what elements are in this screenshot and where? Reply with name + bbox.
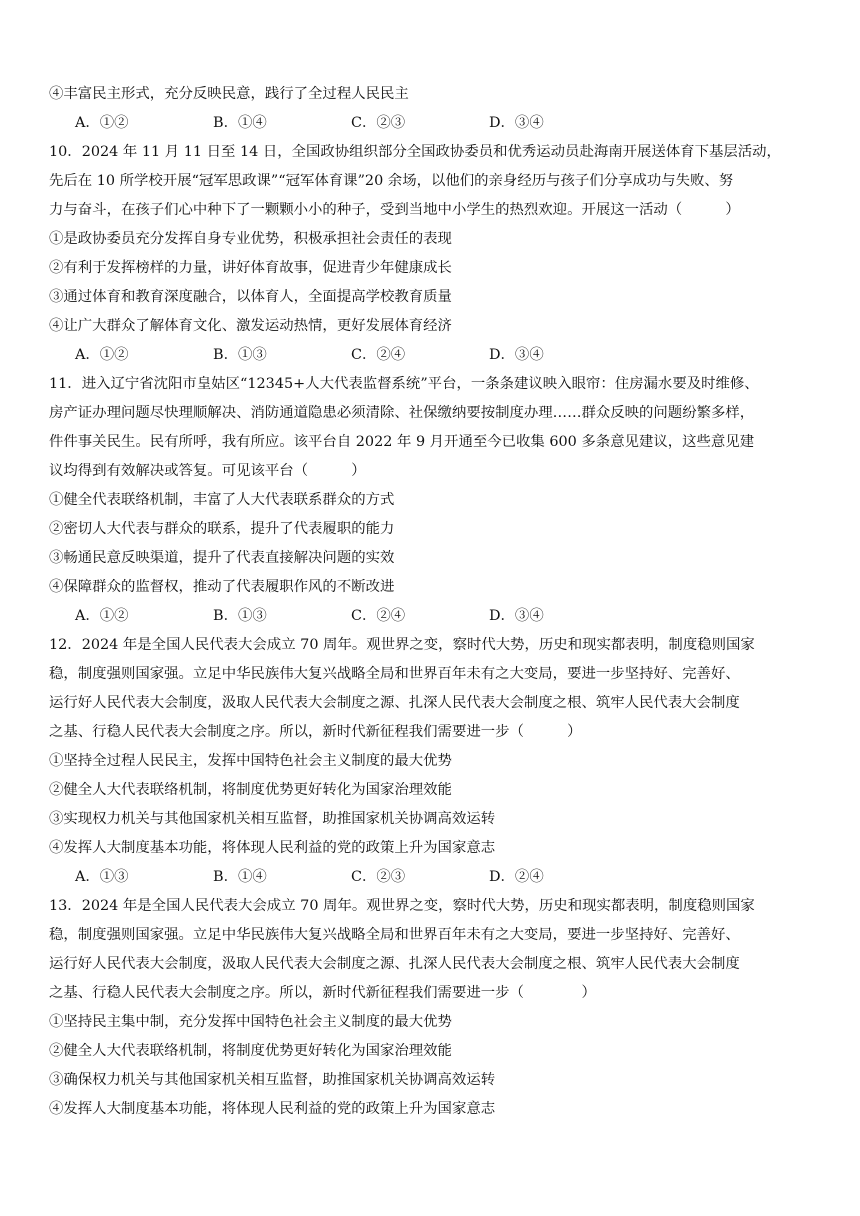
question-13 <box>49 892 816 1124</box>
choice-c: C．②③ <box>351 869 406 885</box>
choice-b: B．①④ <box>213 115 267 131</box>
question-option: ②密切人大代表与群众的联系，提升了代表履职的能力 <box>49 521 395 537</box>
question-stem-line: 12．2024 年是全国人民代表大会成立 70 周年。观世界之变，察时代大势，历史和现实都表明，制度稳则国家 <box>49 637 755 653</box>
choice-c: C．②③ <box>351 115 406 131</box>
question-12 <box>49 631 816 892</box>
question-option: ③实现权力机关与其他国家机关相互监督，助推国家机关协调高效运转 <box>49 811 496 827</box>
choice-a: A．①② <box>75 608 129 624</box>
question-option: ①是政协委员充分发挥自身专业优势，积极承担社会责任的表现 <box>49 231 452 247</box>
question-stem-line: 10．2024 年 11 月 11 日至 14 日，全国政协组织部分全国政协委员和优秀运动员赴海南开展送体育下基层活动， <box>49 144 781 160</box>
choice-d: D．③④ <box>489 115 544 131</box>
choice-b: B．①③ <box>213 608 267 624</box>
answer-choices <box>49 602 816 631</box>
choice-d: D．③④ <box>489 347 544 363</box>
choice-d: D．②④ <box>489 869 544 885</box>
question-option: ①坚持民主集中制，充分发挥中国特色社会主义制度的最大优势 <box>49 1014 452 1030</box>
question-option: ①健全代表联络机制，丰富了人大代表联系群众的方式 <box>49 492 395 508</box>
question-option: ③畅通民意反映渠道，提升了代表直接解决问题的实效 <box>49 550 395 566</box>
choice-d: D．③④ <box>489 608 544 624</box>
question-stem-line: 之基、行稳人民代表大会制度之序。所以，新时代新征程我们需要进一步（ ） <box>49 985 596 1001</box>
question-option: ④保障群众的监督权，推动了代表履职作风的不断改进 <box>49 579 395 595</box>
question-stem-line: 件件事关民生。民有所呼，我有所应。该平台自 2022 年 9 月开通至今已收集 600 多条意见建议，这些意见建 <box>49 434 755 450</box>
question-10 <box>49 138 816 370</box>
question-stem-line: 先后在 10 所学校开展“冠军思政课”“冠军体育课”20 余场，以他们的亲身经历与孩子们分享成功与失败、努 <box>49 173 734 189</box>
choice-a: A．①② <box>75 115 129 131</box>
question-stem-line: 房产证办理问题尽快理顺解决、消防通道隐患必须清除、社保缴纳要按制度办理……群众反映的问题纷繁多样， <box>49 405 755 421</box>
question-option: ②有利于发挥榜样的力量，讲好体育故事，促进青少年健康成长 <box>49 260 452 276</box>
choice-a: A．①③ <box>75 869 129 885</box>
answer-choices <box>49 341 816 370</box>
question-stem-line: 力与奋斗，在孩子们心中种下了一颗颗小小的种子，受到当地中小学生的热烈欢迎。开展这一活动（ ） <box>49 202 740 218</box>
question-option: ①坚持全过程人民民主，发挥中国特色社会主义制度的最大优势 <box>49 753 452 769</box>
question-option: ②健全人大代表联络机制，将制度优势更好转化为国家治理效能 <box>49 782 452 798</box>
prev-question-choices <box>49 109 816 138</box>
prev-question-option-4: ④丰富民主形式，充分反映民意，践行了全过程人民民主 <box>49 86 409 102</box>
question-stem-line: 之基、行稳人民代表大会制度之序。所以，新时代新征程我们需要进一步（ ） <box>49 724 582 740</box>
question-stem-line: 运行好人民代表大会制度，汲取人民代表大会制度之源、扎深人民代表大会制度之根、筑牢人民代表大会制度 <box>49 956 740 972</box>
question-stem-line: 13．2024 年是全国人民代表大会成立 70 周年。观世界之变，察时代大势，历史和现实都表明，制度稳则国家 <box>49 898 755 914</box>
question-option: ④发挥人大制度基本功能，将体现人民利益的党的政策上升为国家意志 <box>49 1101 496 1117</box>
question-stem-line: 稳，制度强则国家强。立足中华民族伟大复兴战略全局和世界百年未有之大变局，要进一步坚持好、完善好、 <box>49 927 740 943</box>
answer-choices <box>49 863 816 892</box>
question-stem-line: 运行好人民代表大会制度，汲取人民代表大会制度之源、扎深人民代表大会制度之根、筑牢人民代表大会制度 <box>49 695 740 711</box>
question-option: ③通过体育和教育深度融合，以体育人，全面提高学校教育质量 <box>49 289 452 305</box>
choice-c: C．②④ <box>351 347 406 363</box>
choice-b: B．①③ <box>213 347 267 363</box>
question-stem-line: 11．进入辽宁省沈阳市皇姑区“12345+人大代表监督系统”平台，一条条建议映入眼帘：住房漏水要及时维修、 <box>49 376 759 392</box>
question-option: ④发挥人大制度基本功能，将体现人民利益的党的政策上升为国家意志 <box>49 840 496 856</box>
choice-a: A．①② <box>75 347 129 363</box>
question-option: ③确保权力机关与其他国家机关相互监督，助推国家机关协调高效运转 <box>49 1072 496 1088</box>
choice-b: B．①④ <box>213 869 267 885</box>
question-11 <box>49 370 816 631</box>
question-stem-line: 稳，制度强则国家强。立足中华民族伟大复兴战略全局和世界百年未有之大变局，要进一步坚持好、完善好、 <box>49 666 740 682</box>
choice-c: C．②④ <box>351 608 406 624</box>
question-option: ④让广大群众了解体育文化、激发运动热情，更好发展体育经济 <box>49 318 452 334</box>
question-option: ②健全人大代表联络机制，将制度优势更好转化为国家治理效能 <box>49 1043 452 1059</box>
question-stem-line: 议均得到有效解决或答复。可见该平台（ ） <box>49 463 366 479</box>
